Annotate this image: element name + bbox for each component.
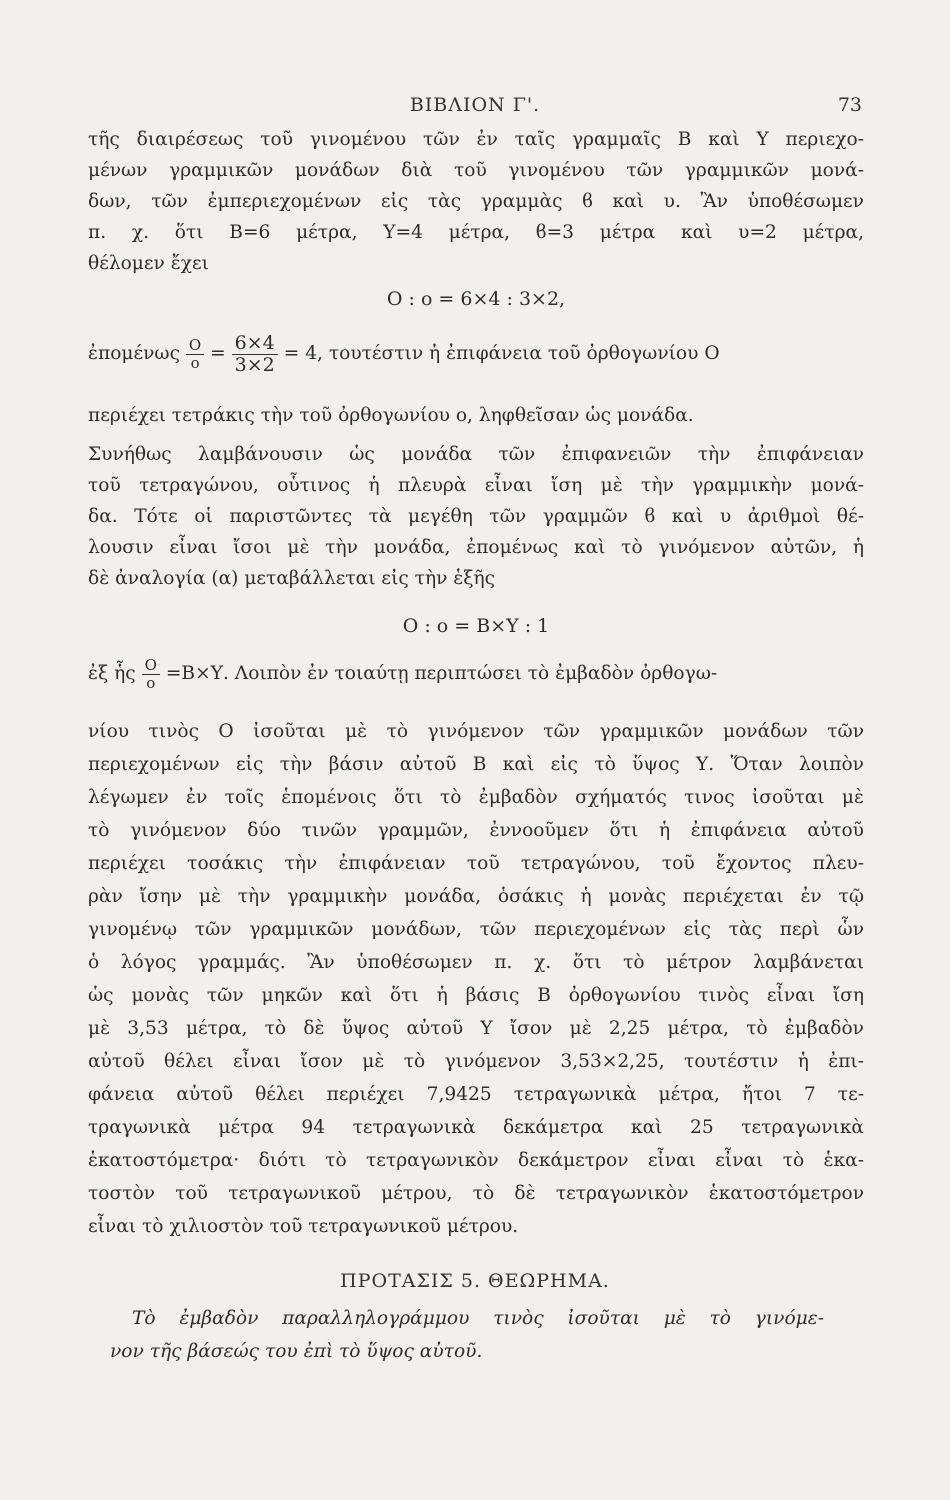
fraction-o-over-o	[142, 657, 160, 691]
running-header-title: ΒΙΒΛΙΟΝ Γ'.	[409, 94, 541, 116]
theorem-statement-line: Τὸ ἐμβαδὸν παραλληλογράμμου τινὸς ἰσοῦται μὲ τὸ γινόμε-	[132, 1308, 824, 1329]
text-line: θέλομεν ἔχει	[88, 253, 209, 274]
text-line: γινομένῳ τῶν γραμμικῶν μονάδων, τῶν περιεχομένων εἰς τὰς περὶ ὧν	[88, 919, 864, 940]
text-line: τὸ γινόμενον δύο τινῶν γραμμῶν, ἐννοοῦμεν ὅτι ἡ ἐπιφάνεια αὐτοῦ	[88, 820, 864, 841]
theorem-heading: ΠΡΟΤΑΣΙΣ 5. ΘΕΩΡΗΜΑ.	[340, 1270, 610, 1292]
equation-prefix: ἐξ ἧς	[88, 663, 136, 684]
text-line: δων, τῶν ἐμπεριεχομένων εἰς τὰς γραμμὰς ϐ καὶ υ. Ἂν ὑποθέσωμεν	[88, 191, 864, 212]
text-line: μένων γραμμικῶν μονάδων διὰ τοῦ γινομένου τῶν γραμμικῶν μονά-	[88, 160, 864, 181]
text-line: λουσιν εἶναι ἴσοι μὲ τὴν μονάδα, ἐπομένως καὶ τὸ γινόμενον αὐτῶν, ἡ	[88, 537, 864, 558]
text-line: δὲ ἀναλογία (α) μεταβάλλεται εἰς τὴν ἑξῆς	[88, 568, 496, 589]
text-line: τῆς διαιρέσεως τοῦ γινομένου τῶν ἐν ταῖς γραμμαῖς Β καὶ Υ περιεχο-	[88, 129, 864, 150]
text-line: νίου τινὸς Ο ἰσοῦται μὲ τὸ γινόμενον τῶν γραμμικῶν μονάδων τῶν	[88, 721, 864, 742]
text-line: ρὰν ἴσην μὲ τὴν γραμμικὴν μονάδα, ὁσάκις ἡ μονὰς περιέχεται ἐν τῷ	[88, 886, 864, 907]
text-line: ὁ λόγος γραμμάς. Ἂν ὑποθέσωμεν π. χ. ὅτι τὸ μέτρον λαμβάνεται	[88, 952, 864, 973]
text-line: μὲ 3,53 μέτρα, τὸ δὲ ὕψος αὐτοῦ Υ ἴσον μὲ 2,25 μέτρα, τὸ ἐμβαδὸν	[88, 1018, 864, 1039]
text-line: π. χ. ὅτι Β=6 μέτρα, Υ=4 μέτρα, ϐ=3 μέτρα καὶ υ=2 μέτρα,	[88, 222, 864, 243]
fraction-o-over-o	[186, 337, 204, 371]
fraction-denominator: 3×2	[234, 353, 275, 376]
equation-rest: = 4, τουτέστιν ἡ ἐπιφάνεια τοῦ ὀρθογωνίου Ο	[283, 343, 720, 364]
equation-inline-line	[88, 645, 864, 703]
page-number: 73	[837, 94, 862, 116]
text-line: περιέχει τετράκις τὴν τοῦ ὀρθογωνίου ο, ληφθεῖσαν ὡς μονάδα.	[88, 405, 694, 426]
text-line: δα. Τότε οἱ παριστῶντες τὰ μεγέθη τῶν γραμμῶν ϐ καὶ υ ἀριθμοὶ θέ-	[88, 506, 864, 527]
equals-sign: =	[210, 343, 226, 364]
fraction-numerator: 6×4	[232, 333, 278, 355]
text-line: περιεχομένων εἰς τὴν βάσιν αὐτοῦ Β καὶ εἰς τὸ ὕψος Υ. Ὅταν λοιπὸν	[88, 754, 864, 775]
equation-ratio: Ο : ο = 6×4 : 3×2,	[386, 288, 566, 310]
equation-prefix: ἐπομένως	[88, 343, 180, 364]
fraction-product	[232, 333, 278, 376]
equation-ratio-unit: Ο : ο = Β×Υ : 1	[402, 615, 550, 637]
fraction-denominator: ο	[190, 353, 200, 372]
fraction-denominator: ο	[146, 673, 156, 692]
text-line: λέγωμεν ἐν τοῖς ἑπομένοις ὅτι τὸ ἐμβαδὸν σχήματός τινος ἰσοῦται μὲ	[88, 787, 864, 808]
text-line: ἑκατοστόμετρα· διότι τὸ τετραγωνικὸν δεκάμετρον εἶναι εἶναι τὸ ἑκα-	[88, 1150, 864, 1171]
text-line: τραγωνικὰ μέτρα 94 τετραγωνικὰ δεκάμετρα καὶ 25 τετραγωνικὰ	[88, 1117, 864, 1138]
text-line: τοῦ τετραγώνου, οὗτινος ἡ πλευρὰ εἶναι ἴση μὲ τὴν γραμμικὴν μονά-	[88, 475, 864, 496]
fraction-numerator: Ο	[142, 657, 160, 675]
equation-rest: =Β×Υ. Λοιπὸν ἐν τοιαύτῃ περιπτώσει τὸ ἐμβαδὸν ὀρθογω-	[165, 663, 718, 684]
text-line: περιέχει τοσάκις τὴν ἐπιφάνειαν τοῦ τετραγώνου, τοῦ ἔχοντος πλευ-	[88, 853, 864, 874]
text-line: Συνήθως λαμβάνουσιν ὡς μονάδα τῶν ἐπιφανειῶν τὴν ἐπιφάνειαν	[88, 444, 864, 465]
text-line: φάνεια αὐτοῦ θέλει περιέχει 7,9425 τετραγωνικὰ μέτρα, ἤτοι 7 τε-	[88, 1084, 864, 1105]
text-line: αὐτοῦ θέλει εἶναι ἴσον μὲ τὸ γινόμενον 3,53×2,25, τουτέστιν ἡ ἐπι-	[88, 1051, 864, 1072]
theorem-statement-line: νον τῆς βάσεώς του ἐπὶ τὸ ὕψος αὐτοῦ.	[110, 1341, 483, 1362]
text-line: τοστὸν τοῦ τετραγωνικοῦ μέτρου, τὸ δὲ τετραγωνικὸν ἑκατοστόμετρον	[88, 1183, 864, 1204]
text-line: ὡς μονὰς τῶν μηκῶν καὶ ὅτι ἡ βάσις Β ὀρθογωνίου τινὸς εἶναι ἴση	[88, 985, 864, 1006]
equation-fraction-line	[88, 318, 864, 390]
text-line: εἶναι τὸ χιλιοστὸν τοῦ τετραγωνικοῦ μέτρου.	[88, 1216, 519, 1237]
fraction-numerator: Ο	[186, 337, 204, 355]
